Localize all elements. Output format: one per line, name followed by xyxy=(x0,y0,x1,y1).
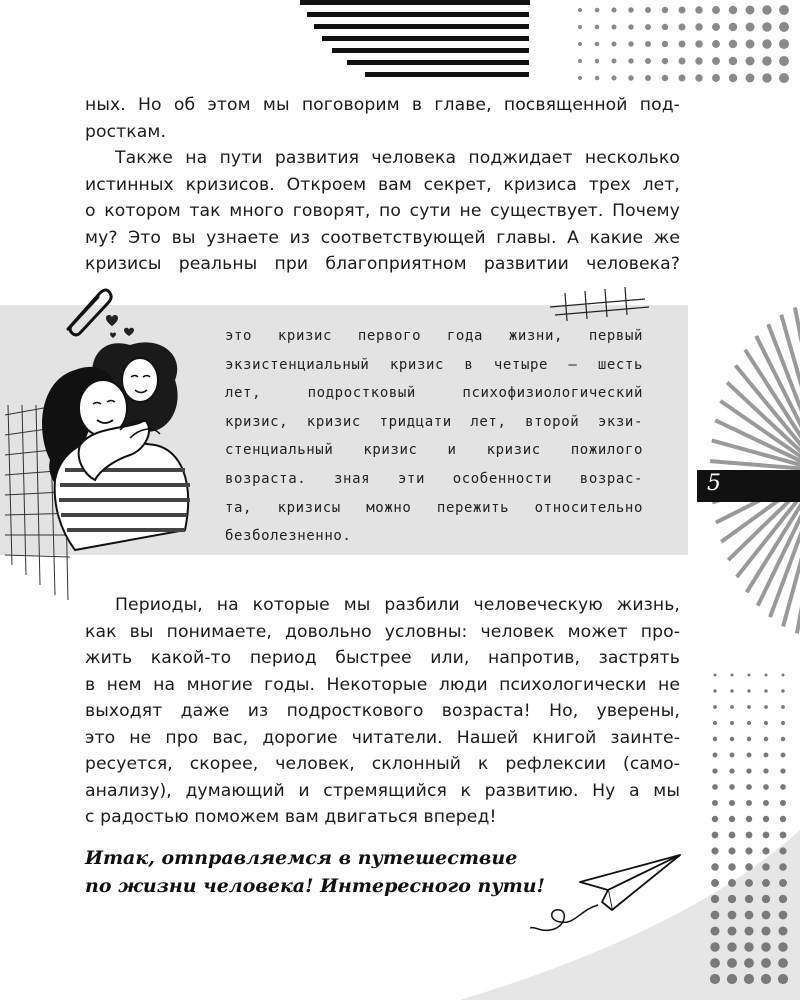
text-line: лет, подростковый психофизиологический xyxy=(225,385,643,402)
text-line: в нем на многие годы. Некоторые люди психологически не xyxy=(85,674,680,695)
text-line: выходят даже из подросткового возраста! Но, уверены, xyxy=(85,701,680,721)
sketch-marks xyxy=(545,285,655,325)
callout-text xyxy=(225,322,643,551)
paragraph-crises-intro xyxy=(85,145,680,278)
text-line: по жизни человека! Интересного пути! xyxy=(85,875,545,897)
text-line: кризисы реальны при благоприятном развитии человека? xyxy=(85,254,680,274)
text-line: как вы понимаете, довольно условны: человек может про- xyxy=(85,621,680,642)
text-line: это кризис первого года жизни, первый xyxy=(225,328,643,344)
text-line: Итак, отправляемся в путешествие xyxy=(85,847,518,869)
text-line: о котором так много говорят, по сути не существует. Почему xyxy=(85,201,680,221)
closing-statement xyxy=(85,844,545,900)
text-line: ных. Но об этом мы поговорим в главе, посвященной под- xyxy=(85,95,680,115)
text-line: росткам. xyxy=(85,121,167,142)
text-line: это не про вас, дорогие читатели. Нашей книгой заинте- xyxy=(85,727,680,748)
text-line: му? Это вы узнаете из соответствующей главы. А какие же xyxy=(85,227,680,248)
text-line: ресуется, скорее, человек, склонный к рефлексии (само- xyxy=(85,754,680,774)
text-line: Периоды, на которые мы разбили человеческую жизнь, xyxy=(115,595,680,615)
text-line: кризис, кризис тридцати лет, второй экзи- xyxy=(225,413,643,430)
text-line: жить какой-то период быстрее или, напротив, застрять xyxy=(85,648,680,668)
text-line: возраста. зная эти особенности возрас- xyxy=(225,470,643,487)
paragraph-periods xyxy=(85,592,680,831)
text-line: анализу), думающий и стремящийся к развитию. Ну а мы xyxy=(85,780,680,801)
text-line: безболезненно. xyxy=(225,528,352,545)
text-line: та, кризисы можно пережить относительно xyxy=(225,499,643,516)
hugging-women-illustration xyxy=(35,330,210,560)
text-line: Также на пути развития человека поджидает несколько xyxy=(115,148,680,168)
text-line: экзистенциальный кризис в четыре — шесть xyxy=(225,356,643,373)
text-line: стенциальный кризис и кризис пожилого xyxy=(225,442,643,459)
text-line: с радостью поможем вам двигаться вперед! xyxy=(85,807,497,827)
chapter-number: 5 xyxy=(707,471,721,496)
paragraph-continuation xyxy=(85,92,680,145)
text-line: истинных кризисов. Откроем вам секрет, кризиса трех лет, xyxy=(85,174,680,195)
paper-plane-icon xyxy=(530,850,690,940)
